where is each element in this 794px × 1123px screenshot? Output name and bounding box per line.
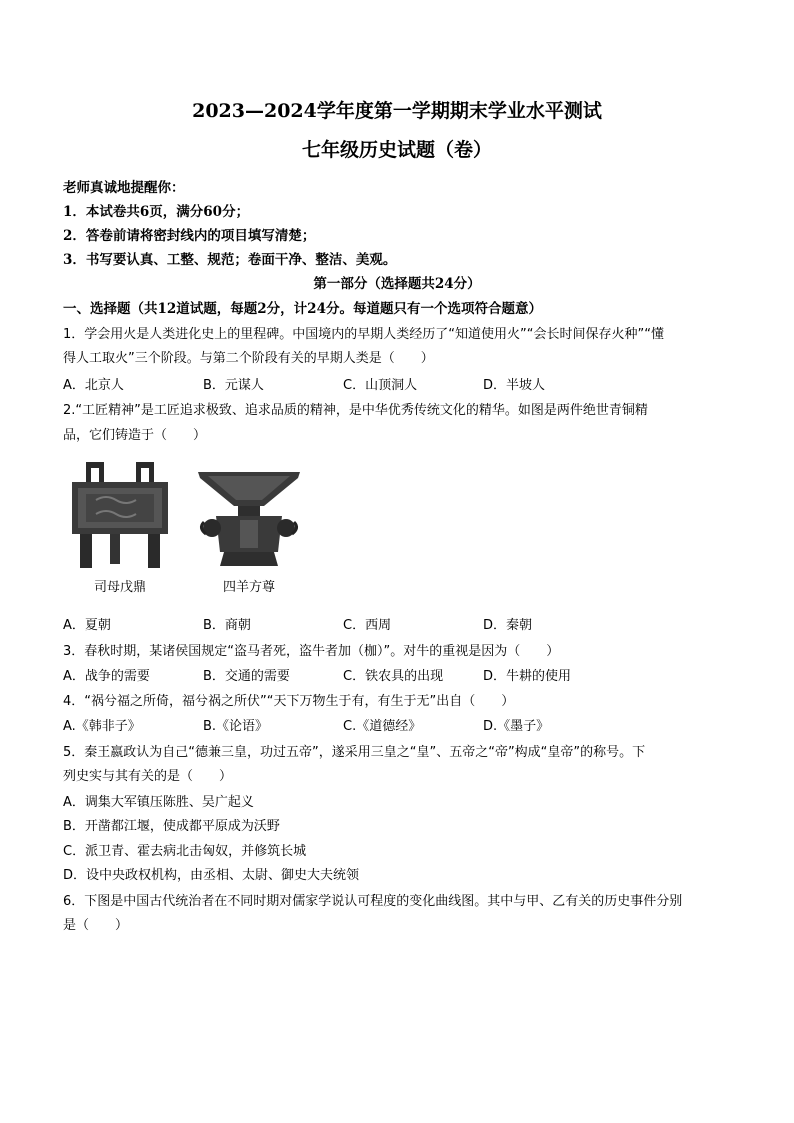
q5-option-b[interactable]: B．开凿都江堰，使成都平原成为沃野	[63, 819, 280, 834]
question-1-stem: 1．学会用火是人类进化史上的里程碑。中国境内的早期人类经历了“知道使用火”“会长时间保存火种”“懂	[63, 327, 664, 342]
exam-title: 2023—2024学年度第一学期期末学业水平测试	[192, 100, 602, 122]
q2-option-d[interactable]: D．秦朝	[483, 618, 533, 633]
q2-option-b[interactable]: B．商朝	[203, 618, 251, 633]
question-1-stem-cont: 得人工取火”三个阶段。与第二个阶段有关的早期人类是（ ）	[63, 351, 434, 366]
siyang-fangzun-image	[194, 466, 304, 572]
question-5-stem: 5．秦王嬴政认为自己“德兼三皇，功过五帝”，遂采用三皇之“皇”、五帝之“帝”构成“皇帝”的称号。下	[63, 745, 646, 760]
q3-option-d[interactable]: D．牛耕的使用	[483, 669, 572, 684]
question-4-stem: 4．“祸兮福之所倚，福兮祸之所伏”“天下万物生于有，有生于无”出自（ ）	[63, 694, 515, 709]
question-6-stem: 6．下图是中国古代统治者在不同时期对儒家学说认可程度的变化曲线图。其中与甲、乙有关的历史事件分别	[63, 894, 683, 909]
question-6-stem-cont: 是（ ）	[63, 918, 129, 933]
image-caption-ding: 司母戊鼎	[93, 580, 146, 595]
reminder-heading: 老师真诚地提醒你：	[63, 180, 185, 196]
simuwu-ding-image	[66, 458, 174, 570]
question-5-stem-cont: 列史实与其有关的是（ ）	[63, 769, 233, 784]
q2-option-a[interactable]: A．夏朝	[63, 618, 111, 633]
q3-option-a[interactable]: A．战争的需要	[63, 669, 150, 684]
question-2-stem: 2.“工匠精神”是工匠追求极致、追求品质的精神，是中华优秀传统文化的精华。如图是两件绝世青铜精	[63, 403, 648, 418]
question-3-stem: 3．春秋时期，某诸侯国规定“盗马者死，盗牛者加（枷）”。对牛的重视是因为（ ）	[63, 644, 560, 659]
section-heading: 一、选择题（共12道试题，每题2分，计24分。每道题只有一个选项符合题意）	[63, 301, 542, 317]
reminder-item: 2．答卷前请将密封线内的项目填写清楚；	[63, 228, 316, 244]
q1-option-b[interactable]: B．元谋人	[203, 378, 264, 393]
q3-option-c[interactable]: C．铁农具的出现	[343, 669, 444, 684]
q4-option-a[interactable]: A.《韩非子》	[63, 719, 141, 734]
q1-option-a[interactable]: A．北京人	[63, 378, 124, 393]
image-caption-zun: 四羊方尊	[222, 580, 275, 595]
q1-option-d[interactable]: D．半坡人	[483, 378, 546, 393]
q5-option-d[interactable]: D．设中央政权机构，由丞相、太尉、御史大夫统领	[63, 868, 360, 883]
part-heading: 第一部分（选择题共24分）	[313, 276, 481, 292]
reminder-item: 1．本试卷共6页，满分60分；	[63, 204, 250, 220]
q5-option-a[interactable]: A．调集大军镇压陈胜、吴广起义	[63, 795, 254, 810]
q5-option-c[interactable]: C．派卫青、霍去病北击匈奴，并修筑长城	[63, 844, 307, 859]
exam-subtitle: 七年级历史试题（卷）	[301, 139, 492, 161]
q4-option-d[interactable]: D.《墨子》	[483, 719, 550, 734]
q1-option-c[interactable]: C．山顶洞人	[343, 378, 418, 393]
q4-option-b[interactable]: B.《论语》	[203, 719, 269, 734]
question-2-stem-cont: 品，它们铸造于（ ）	[63, 428, 207, 443]
reminder-item: 3．书写要认真、工整、规范；卷面干净、整洁、美观。	[63, 252, 397, 268]
q4-option-c[interactable]: C.《道德经》	[343, 719, 422, 734]
q3-option-b[interactable]: B．交通的需要	[203, 669, 290, 684]
q2-option-c[interactable]: C．西周	[343, 618, 392, 633]
